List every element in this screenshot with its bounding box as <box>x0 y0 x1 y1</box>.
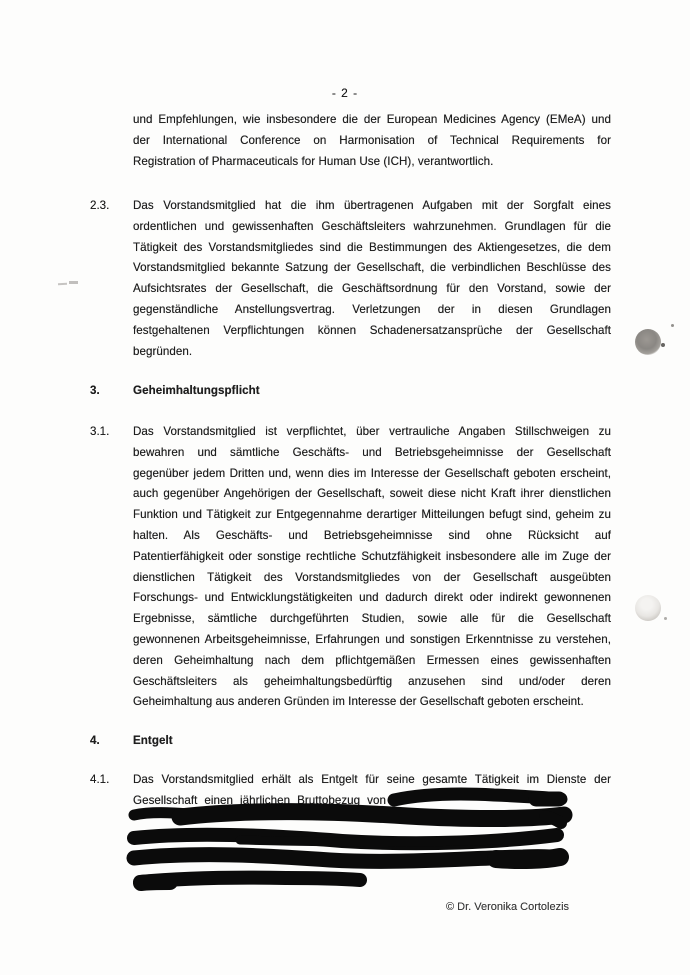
text-line: Das Vorstandsmitglied erhält als Entgelt für seine gesamte Tätigkeit im Dienste der <box>133 773 611 786</box>
redaction-stroke <box>496 857 560 860</box>
text-line: gegenständliche Anstellungsvertrag. Verletzungen der in diesen Grundlagen <box>133 302 611 316</box>
text-line: bewahren und sämtliche Geschäfts- und Betriebsgeheimnisse der Gesellschaft <box>133 445 611 459</box>
text-line: halten. Als Geschäfts- und Betriebsgeheimnisse sind ohne Rücksicht auf <box>133 528 611 542</box>
text-line: Das Vorstandsmitglied hat die ihm übertragenen Aufgaben mit der Sorgfalt eines <box>133 199 611 212</box>
hole-punch-mark <box>635 329 661 355</box>
scan-speck <box>671 324 674 327</box>
hole-punch-mark <box>635 595 661 621</box>
text-line: Forschungs- und Entwicklungstätigkeiten und dadurch direkt oder indirekt gewonnenen <box>133 591 611 605</box>
page-number: - 2 - <box>331 86 359 100</box>
text-line: Ergebnisse, sämtliche durchgeführten Studien, sowie alle für die Gesellschaft <box>133 612 611 626</box>
text-line: Registration of Pharmaceuticals for Human Use (ICH), verantwortlich. <box>133 154 494 168</box>
text-line: Gesellschaft einen jährlichen Bruttobezug von <box>133 793 386 807</box>
section-number: 3. <box>90 384 100 397</box>
text-line: Aufsichtsrates der Gesellschaft, die Geschäftsordnung für den Vorstand, sowie der <box>133 282 611 296</box>
text-line: deren Geheimhaltung nach dem pflichtgemäßen Ermessen eines gewissenhaften <box>133 653 611 667</box>
redaction-stroke <box>545 816 561 823</box>
text-line: Patentierfähigkeit oder sonstige rechtliche Schutzfähigkeit insbesondere alle im Zuge der <box>133 549 611 563</box>
section-number: 2.3. <box>90 199 110 212</box>
section-number: 4.1. <box>90 773 110 786</box>
text-line: Das Vorstandsmitglied ist verpflichtet, über vertrauliche Angaben Stillschweigen zu <box>133 425 611 438</box>
section-heading: Geheimhaltungspflicht <box>133 384 260 397</box>
text-line: begründen. <box>133 344 193 358</box>
text-line: Geschäftsleiters als geheimhaltungsbedürftig anzusehen sind und/oder deren <box>133 674 611 688</box>
text-line: Vorstandsmitglied bekannte Satzung der Gesellschaft, die verbindlichen Beschlüsse des <box>133 261 611 275</box>
text-line: gegenüber jedem Dritten und, wenn dies im Interesse der Gesellschaft geboten erscheint, <box>133 466 611 480</box>
text-line: auch gegenüber Angehörigen der Gesellschaft, soweit diese nicht Kraft ihrer dienstlichen <box>133 487 611 501</box>
text-line: und Empfehlungen, wie insbesondere die der European Medicines Agency (EMeA) und <box>133 113 611 126</box>
scan-speck <box>661 343 665 347</box>
text-line: Tätigkeit des Vorstandsmitgliedes sind die Bestimmungen des Aktiengesetzes, die dem <box>133 240 611 254</box>
margin-mark <box>69 281 78 284</box>
section-heading: Entgelt <box>133 734 173 747</box>
text-line: gewonnenen Arbeitsgeheimnisse, Erfahrungen und sonstigen Erkenntnisse zu verstehen, <box>133 632 611 646</box>
text-line: der International Conference on Harmonisation of Technical Requirements for <box>133 133 611 147</box>
copyright-footer: © Dr. Veronika Cortolezis <box>446 901 570 913</box>
text-line: ordentlichen und gewissenhaften Geschäftsleiters wahrzunehmen. Grundlagen für die <box>133 219 611 233</box>
redaction-stroke <box>240 840 500 842</box>
text-line: Geheimhaltung aus anderen Gründen im Interesse der Gesellschaft geboten erscheint. <box>133 695 584 709</box>
text-line: Funktion und Tätigkeit zur Entgegennahme derartiger Mitteilungen befugt sind, geheim zu <box>133 508 611 522</box>
section-number: 3.1. <box>90 425 110 438</box>
text-line: festgehaltenen Verpflichtungen können Schadenersatzansprüche der Gesellschaft <box>133 323 611 337</box>
scan-speck <box>664 617 667 620</box>
section-number: 4. <box>90 734 100 747</box>
redaction-stroke <box>180 812 564 819</box>
redaction-stroke <box>141 882 170 883</box>
text-line: dienstlichen Tätigkeit des Vorstandsmitgliedes von der Gesellschaft ausgeübten <box>133 570 611 584</box>
